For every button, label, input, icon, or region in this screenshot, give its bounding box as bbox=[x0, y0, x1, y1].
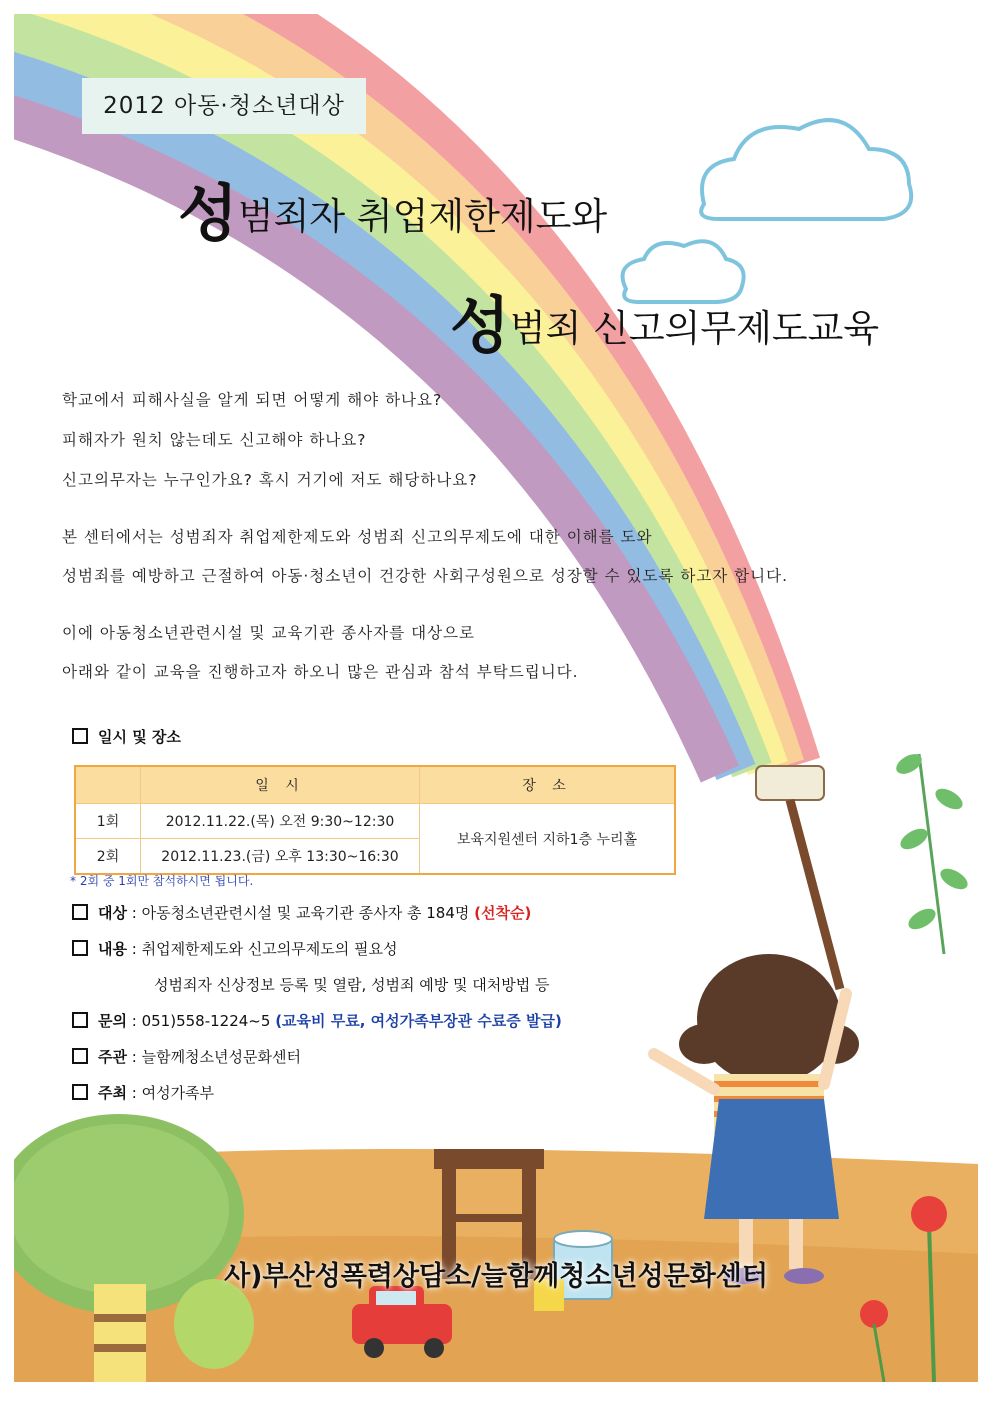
detail-label: 대상 bbox=[98, 904, 127, 922]
detail-label: 주최 bbox=[98, 1084, 127, 1102]
date-header: 일 시 bbox=[141, 766, 420, 804]
title-line-1 bbox=[178, 164, 607, 253]
checkbox-icon bbox=[72, 940, 88, 956]
question-2: 피해자가 원치 않는데도 신고해야 하나요? bbox=[62, 431, 367, 449]
checkbox-icon bbox=[72, 1048, 88, 1064]
detail-label: 내용 bbox=[98, 940, 127, 958]
detail-target bbox=[72, 902, 531, 923]
detail-text: : 여성가족부 bbox=[131, 1084, 215, 1102]
session-cell: 1회 bbox=[75, 804, 141, 839]
detail-inquiry bbox=[72, 1010, 562, 1031]
detail-highlight: (선착순) bbox=[474, 904, 532, 922]
organizer-footer: 사)부산성폭력상담소/늘함께청소년성문화센터 bbox=[224, 1261, 768, 1292]
place-cell: 보육지원센터 지하1층 누리홀 bbox=[420, 804, 676, 875]
detail-highlight: (교육비 무료, 여성가족부장관 수료증 발급) bbox=[275, 1012, 562, 1030]
detail-text: : 아동청소년관련시설 및 교육기관 종사자 총 184명 bbox=[131, 904, 470, 922]
datetime-cell: 2012.11.22.(목) 오전 9:30~12:30 bbox=[141, 804, 420, 839]
detail-label: 주관 bbox=[98, 1048, 127, 1066]
title-line-2-text: 범죄 신고의무제도교육 bbox=[509, 307, 880, 350]
datetime-cell: 2012.11.23.(금) 오후 13:30~16:30 bbox=[141, 839, 420, 875]
question-1: 학교에서 피해사실을 알게 되면 어떻게 해야 하나요? bbox=[62, 391, 443, 409]
schedule-header-row bbox=[75, 766, 675, 804]
intro-line-2: 성범죄를 예방하고 근절하여 아동·청소년이 건강한 사회구성원으로 성장할 수 있도록 하고자 합니다. bbox=[62, 567, 789, 585]
title-line-1-text: 범죄자 취업제한제도와 bbox=[237, 195, 608, 238]
schedule-table bbox=[74, 765, 676, 875]
question-3: 신고의무자는 누구인가요? 혹시 거기에 저도 해당하나요? bbox=[62, 471, 478, 489]
invite-line-1: 이에 아동청소년관련시설 및 교육기관 종사자를 대상으로 bbox=[62, 624, 475, 642]
place-header: 장 소 bbox=[420, 766, 676, 804]
detail-content bbox=[72, 938, 397, 959]
poster bbox=[14, 14, 978, 1382]
detail-text: : 늘함께청소년성문화센터 bbox=[131, 1048, 301, 1066]
table-row bbox=[75, 804, 675, 839]
checkbox-icon bbox=[72, 728, 88, 744]
event-year-badge: 2012 아동·청소년대상 bbox=[82, 78, 366, 134]
checkbox-icon bbox=[72, 1012, 88, 1028]
invite-line-2: 아래와 같이 교육을 진행하고자 하오니 많은 관심과 참석 부탁드립니다. bbox=[62, 663, 579, 681]
attendance-note: * 2회 중 1회만 참석하시면 됩니다. bbox=[70, 874, 254, 888]
detail-host bbox=[72, 1046, 301, 1067]
title-line-2-initial: 성 bbox=[450, 289, 510, 362]
detail-content-line-2: 성범죄자 신상정보 등록 및 열람, 성범죄 예방 및 대처방법 등 bbox=[154, 976, 550, 994]
detail-text: : 051)558-1224~5 bbox=[131, 1012, 271, 1030]
detail-text: : 취업제한제도와 신고의무제도의 필요성 bbox=[131, 940, 398, 958]
detail-label: 문의 bbox=[98, 1012, 127, 1030]
checkbox-icon bbox=[72, 904, 88, 920]
title-line-1-initial: 성 bbox=[178, 177, 238, 250]
title-line-2 bbox=[450, 276, 879, 365]
checkbox-icon bbox=[72, 1084, 88, 1100]
schedule-heading: 일시 및 장소 bbox=[72, 726, 181, 747]
intro-line-1: 본 센터에서는 성범죄자 취업제한제도와 성범죄 신고의무제도에 대한 이해를 도와 bbox=[62, 528, 653, 546]
session-header bbox=[75, 766, 141, 804]
session-cell: 2회 bbox=[75, 839, 141, 875]
detail-sponsor bbox=[72, 1082, 214, 1103]
